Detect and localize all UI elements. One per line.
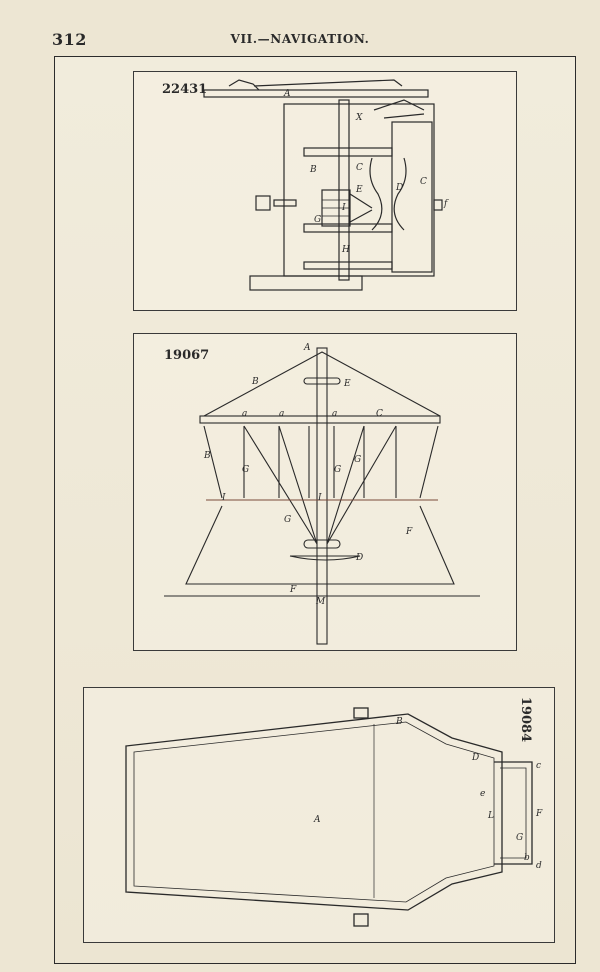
svg-text:B: B xyxy=(252,377,259,387)
svg-text:G: G xyxy=(242,465,250,475)
svg-text:f: f xyxy=(444,199,448,209)
svg-text:G: G xyxy=(516,833,524,843)
svg-text:B: B xyxy=(310,165,317,175)
svg-text:a: a xyxy=(279,409,285,419)
svg-text:G: G xyxy=(284,515,292,525)
svg-text:D: D xyxy=(396,183,404,193)
svg-text:a: a xyxy=(332,409,338,419)
svg-text:C: C xyxy=(356,163,363,173)
svg-text:B: B xyxy=(204,451,211,461)
svg-text:A: A xyxy=(304,343,311,353)
svg-text:G: G xyxy=(354,455,362,465)
svg-text:e: e xyxy=(480,789,486,799)
figure-drawing-umbrella-sail xyxy=(134,334,518,652)
svg-text:I: I xyxy=(222,493,226,503)
svg-text:b: b xyxy=(524,853,530,863)
page-header xyxy=(0,30,600,50)
svg-text:X: X xyxy=(356,113,363,123)
figure-panel-22431 xyxy=(133,71,517,311)
svg-text:F: F xyxy=(536,809,543,819)
svg-text:a: a xyxy=(242,409,248,419)
page-number: 312 xyxy=(52,30,87,49)
figure-drawing-vessel-section xyxy=(84,688,556,944)
svg-text:I: I xyxy=(318,493,322,503)
figure-drawing-steering-gear xyxy=(134,72,518,312)
plate-frame xyxy=(54,56,576,964)
svg-text:d: d xyxy=(536,861,542,871)
svg-text:I: I xyxy=(342,203,346,213)
svg-text:c: c xyxy=(536,761,542,771)
svg-text:H: H xyxy=(342,245,350,255)
figure-number: 19067 xyxy=(164,348,210,363)
svg-text:E: E xyxy=(344,379,351,389)
svg-text:E: E xyxy=(356,185,363,195)
figure-number: 19084 xyxy=(517,696,533,743)
figure-panel-19084 xyxy=(83,687,555,943)
svg-text:D: D xyxy=(356,553,364,563)
svg-text:G: G xyxy=(314,215,322,225)
svg-text:F: F xyxy=(406,527,413,537)
svg-text:A: A xyxy=(284,89,291,99)
figure-number: 22431 xyxy=(162,82,208,97)
figure-panel-19067 xyxy=(133,333,517,651)
svg-text:A: A xyxy=(314,815,321,825)
svg-text:L: L xyxy=(488,811,494,821)
svg-text:B: B xyxy=(396,717,403,727)
svg-text:F: F xyxy=(290,585,297,595)
svg-text:C: C xyxy=(420,177,427,187)
running-title: VII.—NAVIGATION. xyxy=(230,32,370,46)
svg-text:M: M xyxy=(316,597,326,607)
svg-text:D: D xyxy=(472,753,480,763)
svg-text:G: G xyxy=(334,465,342,475)
svg-text:C: C xyxy=(376,409,383,419)
